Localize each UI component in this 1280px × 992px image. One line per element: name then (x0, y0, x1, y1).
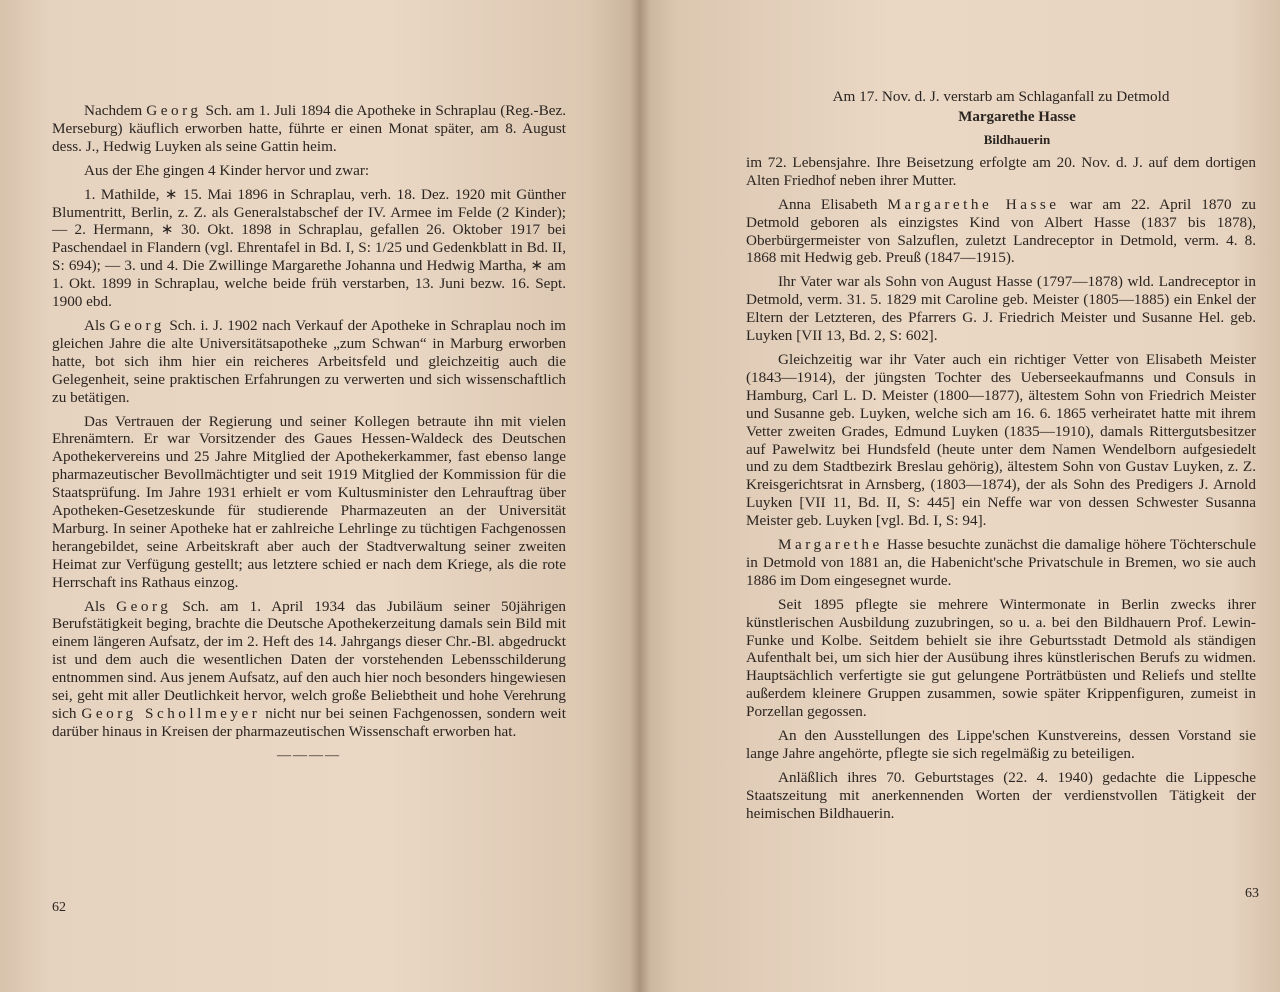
spaced-name: Margarethe Hasse (887, 195, 1060, 213)
text-run: Aus der Ehe gingen 4 Kinder hervor und zwar: (84, 161, 370, 179)
text-run: Als (84, 316, 110, 334)
obituary-name-heading: Margarethe Hasse (958, 108, 1076, 125)
obituary-occupation-heading: Bildhauerin (983, 131, 1051, 147)
text-run: Seit 1895 pflegte sie mehrere Wintermonate in Berlin zwecks ihrer künstlerischen Ausbildung zuzubringen, so u. a. bei den Bildhauern Prof. Lewin-Funke und Kolbe. Seitdem behielt sie ihre Geburtsstadt Detmold als ständigen Aufenthalt bei, um sich hier der Ausübung ihres künstlerischen Berufs zu widmen. Hauptsächlich verfertigte sie gut gelungene Porträtbüsten und Reliefs und stellte außerdem kleinere Gruppen zusammen, sowie später Krippenfiguren, zumeist in Porzellan gegossen. (746, 595, 1256, 721)
left-page-text (52, 102, 566, 765)
text-run: Sch. am 1. April 1934 das Jubiläum seiner 50jährigen Berufstätigkeit beging, brachte die Deutsche Apothekerzeitung damals sein Bild mit einem längeren Aufsatz, der im 2. Heft des 14. Jahrgangs dieser Chr.-Bl. abgedruckt ist und dem auch die wesentlichen Daten der vorstehenden Lebensschilderung entnommen sind. Aus jenem Aufsatz, auf den auch hier noch besonders hingewiesen sei, geht mit aller Deutlichkeit hervor, welch große Beliebtheit und hohe Verehrung sich (52, 597, 566, 722)
text-run: Sch. am 1. Juli 1894 die Apotheke in Schraplau (Reg.-Bez. Merseburg) käuflich erworben hatte, führte er einen Monat später, am 8. August dess. J., Hedwig Luyken als seine Gattin heim. (52, 102, 566, 155)
left-paragraph (52, 317, 566, 407)
page-number-left: 62 (52, 900, 66, 915)
right-paragraph (746, 154, 1256, 190)
right-paragraph (746, 196, 1256, 268)
right-paragraph (746, 727, 1256, 763)
end-rule: ———— (277, 747, 341, 763)
text-run: Hasse besuchte zunächst die damalige höhere Töchterschule in Detmold von 1881 an, die Habenicht'sche Privatschule in Bremen, wo sie auch 1886 im Dom eingesegnet wurde. (746, 536, 1256, 589)
right-page (640, 0, 1280, 992)
text-run: Ihr Vater war als Sohn von August Hasse (1797—1878) wld. Landreceptor in Detmold, verm. 31. 5. 1829 mit Caroline geb. Meister (1805—1885) ein Enkel der Eltern der Letzteren, des Pfarrers G. J. Friedrich Meister und Susanne Hel. geb. Luyken [VII 13, Bd. 2, S: 602]. (746, 273, 1256, 345)
right-paragraph (746, 596, 1256, 721)
text-run: 1. Mathilde, ∗ 15. Mai 1896 in Schraplau, verh. 18. Dez. 1920 mit Günther Blumentritt, Berlin, z. Z. als Generalstabschef der IV. Armee im Felde (2 Kinder); — 2. Hermann, ∗ 30. Okt. 1898 in Schraplau, gefallen 26. Oktober 1917 bei Paschendael in Flandern (vgl. Ehrentafel in Bd. I, S: 1/25 und Gedenkblatt in Bd. II, S: 694); — 3. und 4. Die Zwillinge Margarethe Johanna und Hedwig Martha, ∗ am 1. Okt. 1899 in Schraplau, welche beide früh verstarben, 13. Juni bezw. 16. Sept. 1900 ebd. (52, 185, 566, 311)
left-paragraph (52, 162, 566, 180)
spaced-name: Georg (109, 316, 165, 334)
text-run: Das Vertrauen der Regierung und seiner Kollegen betraute ihn mit vielen Ehrenämtern. Er war Vorsitzender des Gaues Hessen-Waldeck des Deutschen Apothekervereins und 25 Jahre Mitglied der Apothekerkammer, fast ebenso lange pharmazeutischer Bevollmächtigter und seit 1919 Mitglied der Kommission für die Staatsprüfung. Im Jahre 1931 erhielt er vom Kultusminister den Lehrauftrag über Apotheken-Gesetzeskunde für studierende Pharmazeuten an der Universität Marburg. In seiner Apotheke hat er zahlreiche Lehrlinge zu tüchtigen Fachgenossen herangebildet, seine Arbeitskraft aber auch der Stadtverwaltung seiner zweiten Heimat zur Verfügung gestellt; aus letztere schied er nach dem Kriege, als die rote Herrschaft ins Rathaus einzog. (52, 412, 566, 591)
right-paragraph (746, 273, 1256, 345)
right-paragraphs (746, 154, 1256, 823)
obituary-intro-line: Am 17. Nov. d. J. verstarb am Schlaganfall zu Detmold (832, 88, 1170, 105)
left-paragraph (52, 102, 566, 156)
spaced-name: Margarethe (778, 536, 883, 554)
text-run: Sch. i. J. 1902 nach Verkauf der Apotheke in Schraplau noch im gleichen Jahre die alte Universitätsapotheke „zum Schwan“ in Marburg erworben hatte, bot sich ihm hier ein reicheres Arbeitsfeld und gleichzeitig auch die Gelegenheit, seine praktischen Erfahrungen zu verwerten und sich wissenschaftlich zu betätigen. (52, 316, 566, 406)
right-paragraph (746, 769, 1256, 823)
text-run: Nachdem (84, 102, 147, 119)
right-page-text (746, 88, 1256, 829)
text-run: war am 22. April 1870 zu Detmold geboren als einzigstes Kind von Albert Hasse (1837 bis 1878), Oberbürgermeister von Salzuflen, zuletzt Landreceptor in Detmold, verm. 4. 8. 1868 mit Hedwig geb. Preuß (1847—1915). (746, 195, 1256, 267)
text-run: Anna Elisabeth (778, 195, 888, 213)
spaced-name: Georg Schollmeyer (81, 705, 261, 722)
left-paragraph (52, 598, 566, 741)
text-run: An den Ausstellungen des Lippe'schen Kunstvereins, dessen Vorstand sie lange Jahre angehörte, pflegte sie sich regelmäßig zu beteiligen. (746, 727, 1256, 762)
left-paragraph (52, 413, 566, 592)
text-run: Als (84, 597, 117, 615)
text-run: im 72. Lebensjahre. Ihre Beisetzung erfolgte am 20. Nov. d. J. auf dem dortigen Alten Friedhof neben ihrer Mutter. (746, 153, 1256, 189)
right-paragraph (746, 536, 1256, 590)
spaced-name: Georg (116, 597, 172, 615)
spaced-name: Georg (146, 102, 202, 119)
page-number-right: 63 (1245, 886, 1259, 901)
right-paragraph (746, 351, 1256, 530)
text-run: nicht nur bei seinen Fachgenossen, sondern weit darüber hinaus in Kreisen der pharmazeutischen Wissenschaft erworben hat. (52, 705, 566, 740)
left-paragraph (52, 186, 566, 311)
text-run: Anläßlich ihres 70. Geburtstages (22. 4. 1940) gedachte die Lippesche Staatszeitung mit anerkennenden Worten der verdienstvollen Tätigkeit der heimischen Bildhauerin. (746, 768, 1256, 822)
text-run: Gleichzeitig war ihr Vater auch ein richtiger Vetter von Elisabeth Meister (1843—1914), der jüngsten Tochter des Ueberseekaufmanns und Consuls in Hamburg, Carl L. D. Meister (1800—1877), ältestem Sohn von Friedrich Meister und Susanne geb. Luyken, welche sich am 16. 6. 1865 verheiratet hatte mit ihrem Vetter zweiten Grades, Edmund Luyken (1835—1910), damals Rittergutsbesitzer auf Pawelwitz bei Hundsfeld (heute unter dem Namen Wendelborn aufgesiedelt und zu dem Stadtbezirk Breslau gehörig), ältestem Sohn von Gustav Luyken, z. Z. Kreisgerichtsrat in Arnsberg, (1803—1874), der als Sohn des Predigers J. Arnold Luyken [VII 11, Bd. II, S: 445] ein Neffe war von dessen Schwester Susanna Meister geb. Luyken [vgl. Bd. I, S: 94]. (746, 350, 1256, 530)
